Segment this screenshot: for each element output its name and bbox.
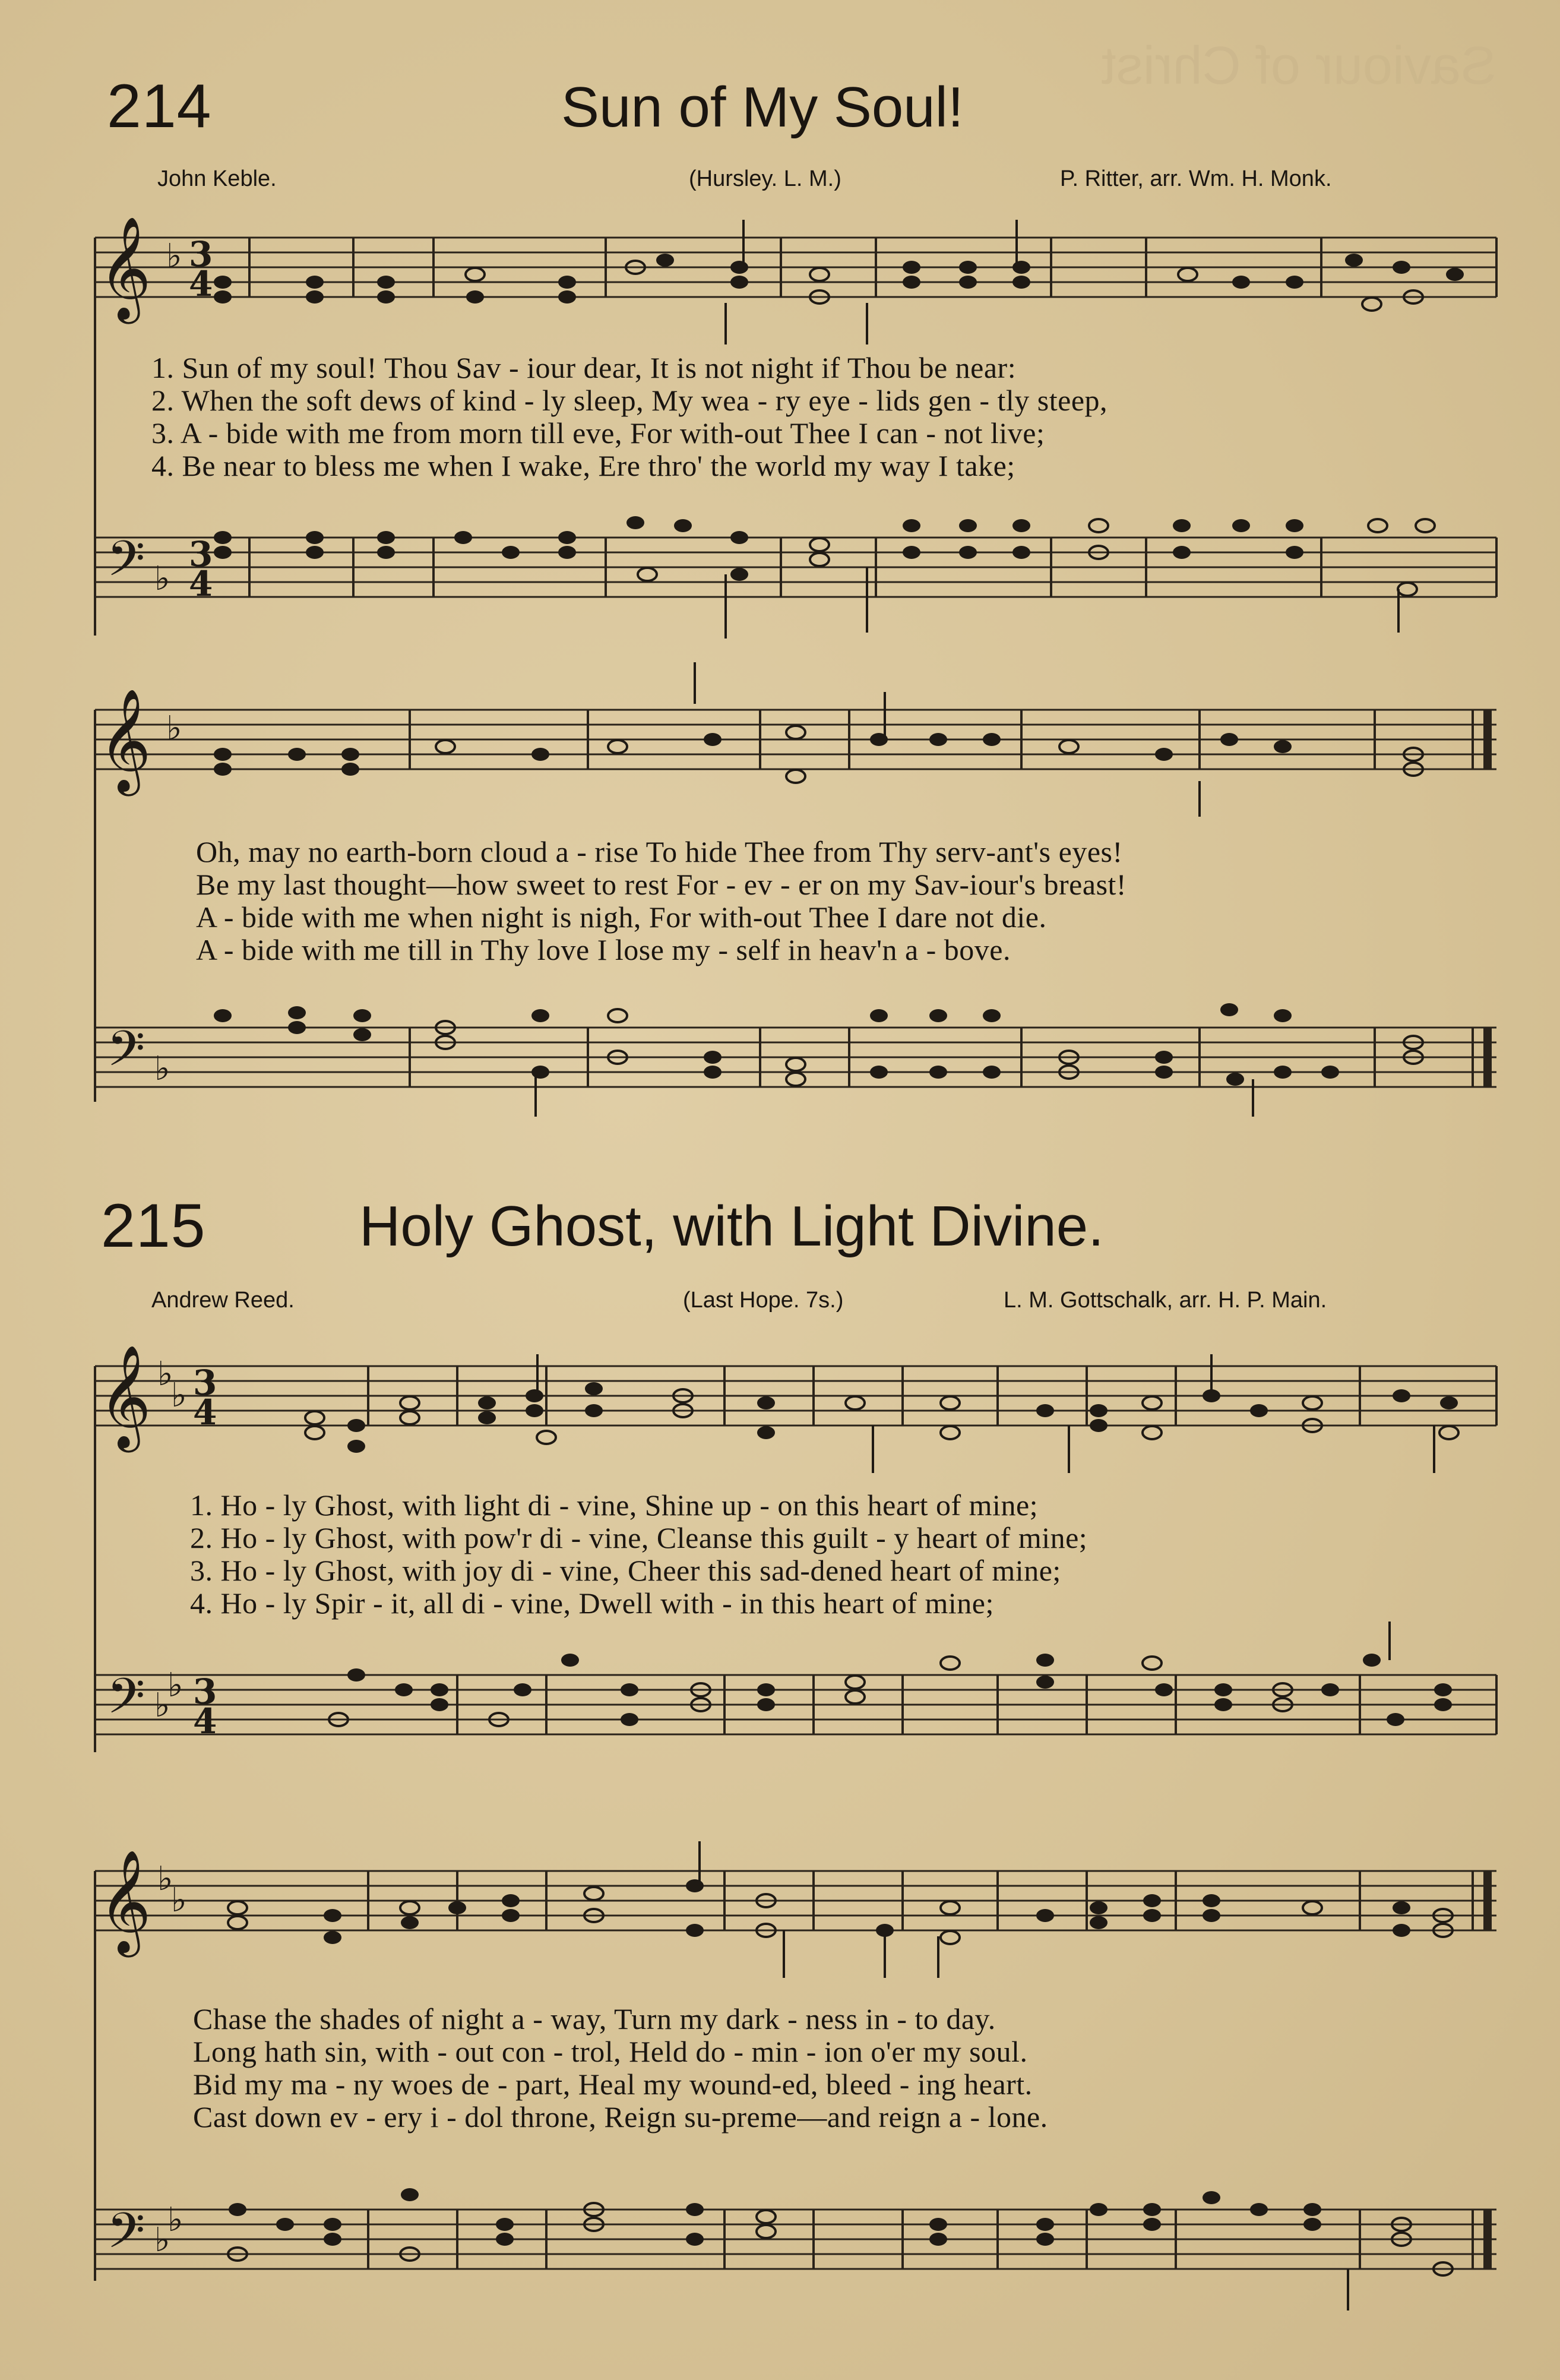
notes [228, 2188, 1453, 2311]
verse-line: 4. Be near to bless me when I wake, Ere thro' the world my way I take; [151, 449, 1015, 482]
notes [214, 516, 1435, 639]
verse-line: Bid my ma - ny woes de - part, Heal my wound-ed, bleed - ing heart. [193, 2068, 1033, 2101]
svg-text:♭: ♭ [157, 1355, 173, 1393]
verse-line: 2. Ho - ly Ghost, with pow'r di - vine, Cleanse this guilt - y heart of mine; [190, 1521, 1088, 1554]
bass-staff [95, 1022, 1502, 1123]
verse-line: Be my last thought—how sweet to rest For - ev - er on my Sav-iour's breast! [196, 868, 1127, 901]
verse-line: 4. Ho - ly Spir - it, all di - vine, Dwell with - in this heart of mine; [190, 1586, 994, 1620]
verse-line: Long hath sin, with - out con - trol, Held do - min - ion o'er my soul. [193, 2035, 1028, 2068]
verse-line: A - bide with me when night is nigh, For with-out Thee I dare not die. [196, 900, 1047, 934]
treble-staff [95, 688, 1502, 805]
svg-text:♭: ♭ [171, 1881, 187, 1920]
verse-line: 2. When the soft dews of kind - ly sleep, My wea - ry eye - lids gen - tly steep, [151, 384, 1108, 417]
tune-name: (Last Hope. 7s.) [683, 1288, 844, 1313]
verse-line: Chase the shades of night a - way, Turn my dark - ness in - to day. [193, 2002, 996, 2036]
author-credit: John Keble. [157, 166, 277, 191]
composer-credit: P. Ritter, arr. Wm. H. Monk. [1060, 166, 1332, 191]
svg-text:♭: ♭ [166, 237, 182, 276]
hymn-number: 214 [107, 72, 212, 141]
svg-text:3: 3 [193, 1671, 217, 1712]
verse-line: 1. Sun of my soul! Thou Sav - iour dear, It is not night if Thou be near: [151, 351, 1017, 384]
verse-line: Cast down ev - ery i - dol throne, Reign su-preme—and reign a - lone. [193, 2100, 1048, 2134]
bass-staff [95, 2201, 1502, 2305]
bass-clef-icon: 𝄢 [107, 1020, 145, 1089]
svg-text:♭: ♭ [154, 560, 170, 598]
svg-text:3: 3 [193, 1363, 217, 1403]
hymn-title: Sun of My Soul! [561, 75, 964, 139]
treble-staff [95, 1345, 1502, 1461]
svg-text:4: 4 [189, 564, 213, 604]
svg-text:3: 3 [189, 234, 213, 274]
svg-text:♭: ♭ [166, 709, 182, 748]
bass-clef-icon: 𝄢 [107, 530, 145, 599]
hymn-number: 215 [101, 1191, 206, 1260]
notes [305, 1354, 1458, 1473]
treble-clef-icon: 𝄞 [99, 1850, 151, 1953]
bass-staff [95, 1666, 1502, 1770]
bass-clef-icon: 𝄢 [107, 1667, 145, 1737]
svg-text:♭: ♭ [157, 1860, 173, 1898]
verse-line: 3. A - bide with me from morn till eve, For with-out Thee I can - not live; [151, 416, 1045, 450]
author-credit: Andrew Reed. [151, 1288, 295, 1313]
treble-clef-icon: 𝄞 [99, 688, 151, 792]
composer-credit: L. M. Gottschalk, arr. H. P. Main. [1004, 1288, 1327, 1313]
svg-text:♭: ♭ [167, 2201, 183, 2239]
hymn-title: Holy Ghost, with Light Divine. [359, 1194, 1104, 1258]
verse-line: A - bide with me till in Thy love I lose my - self in heav'n a - bove. [196, 933, 1011, 966]
svg-text:4: 4 [193, 1392, 217, 1433]
treble-clef-icon: 𝄞 [99, 216, 151, 320]
verse-line: 3. Ho - ly Ghost, with joy di - vine, Cheer this sad-dened heart of mine; [190, 1554, 1061, 1587]
svg-text:♭: ♭ [154, 1050, 170, 1088]
verse-line: 1. Ho - ly Ghost, with light di - vine, Shine up - on this heart of mine; [190, 1488, 1039, 1522]
svg-text:♭: ♭ [154, 2221, 170, 2259]
treble-staff [95, 1850, 1502, 1966]
bleed-through-text: Saviour of Christ [1101, 36, 1496, 96]
verse-line: Oh, may no earth-born cloud a - rise To hide Thee from Thy serv-ant's eyes! [196, 835, 1123, 868]
svg-text:3: 3 [189, 534, 213, 574]
svg-text:4: 4 [189, 264, 213, 304]
treble-clef-icon: 𝄞 [99, 1345, 151, 1448]
svg-text:♭: ♭ [154, 1686, 170, 1725]
bass-clef-icon: 𝄢 [107, 2202, 145, 2271]
tune-name: (Hursley. L. M.) [689, 166, 841, 191]
svg-text:♭: ♭ [171, 1376, 187, 1415]
svg-text:4: 4 [193, 1701, 217, 1741]
svg-text:♭: ♭ [167, 1666, 183, 1705]
bass-staff [95, 532, 1502, 633]
treble-staff [95, 216, 1502, 333]
